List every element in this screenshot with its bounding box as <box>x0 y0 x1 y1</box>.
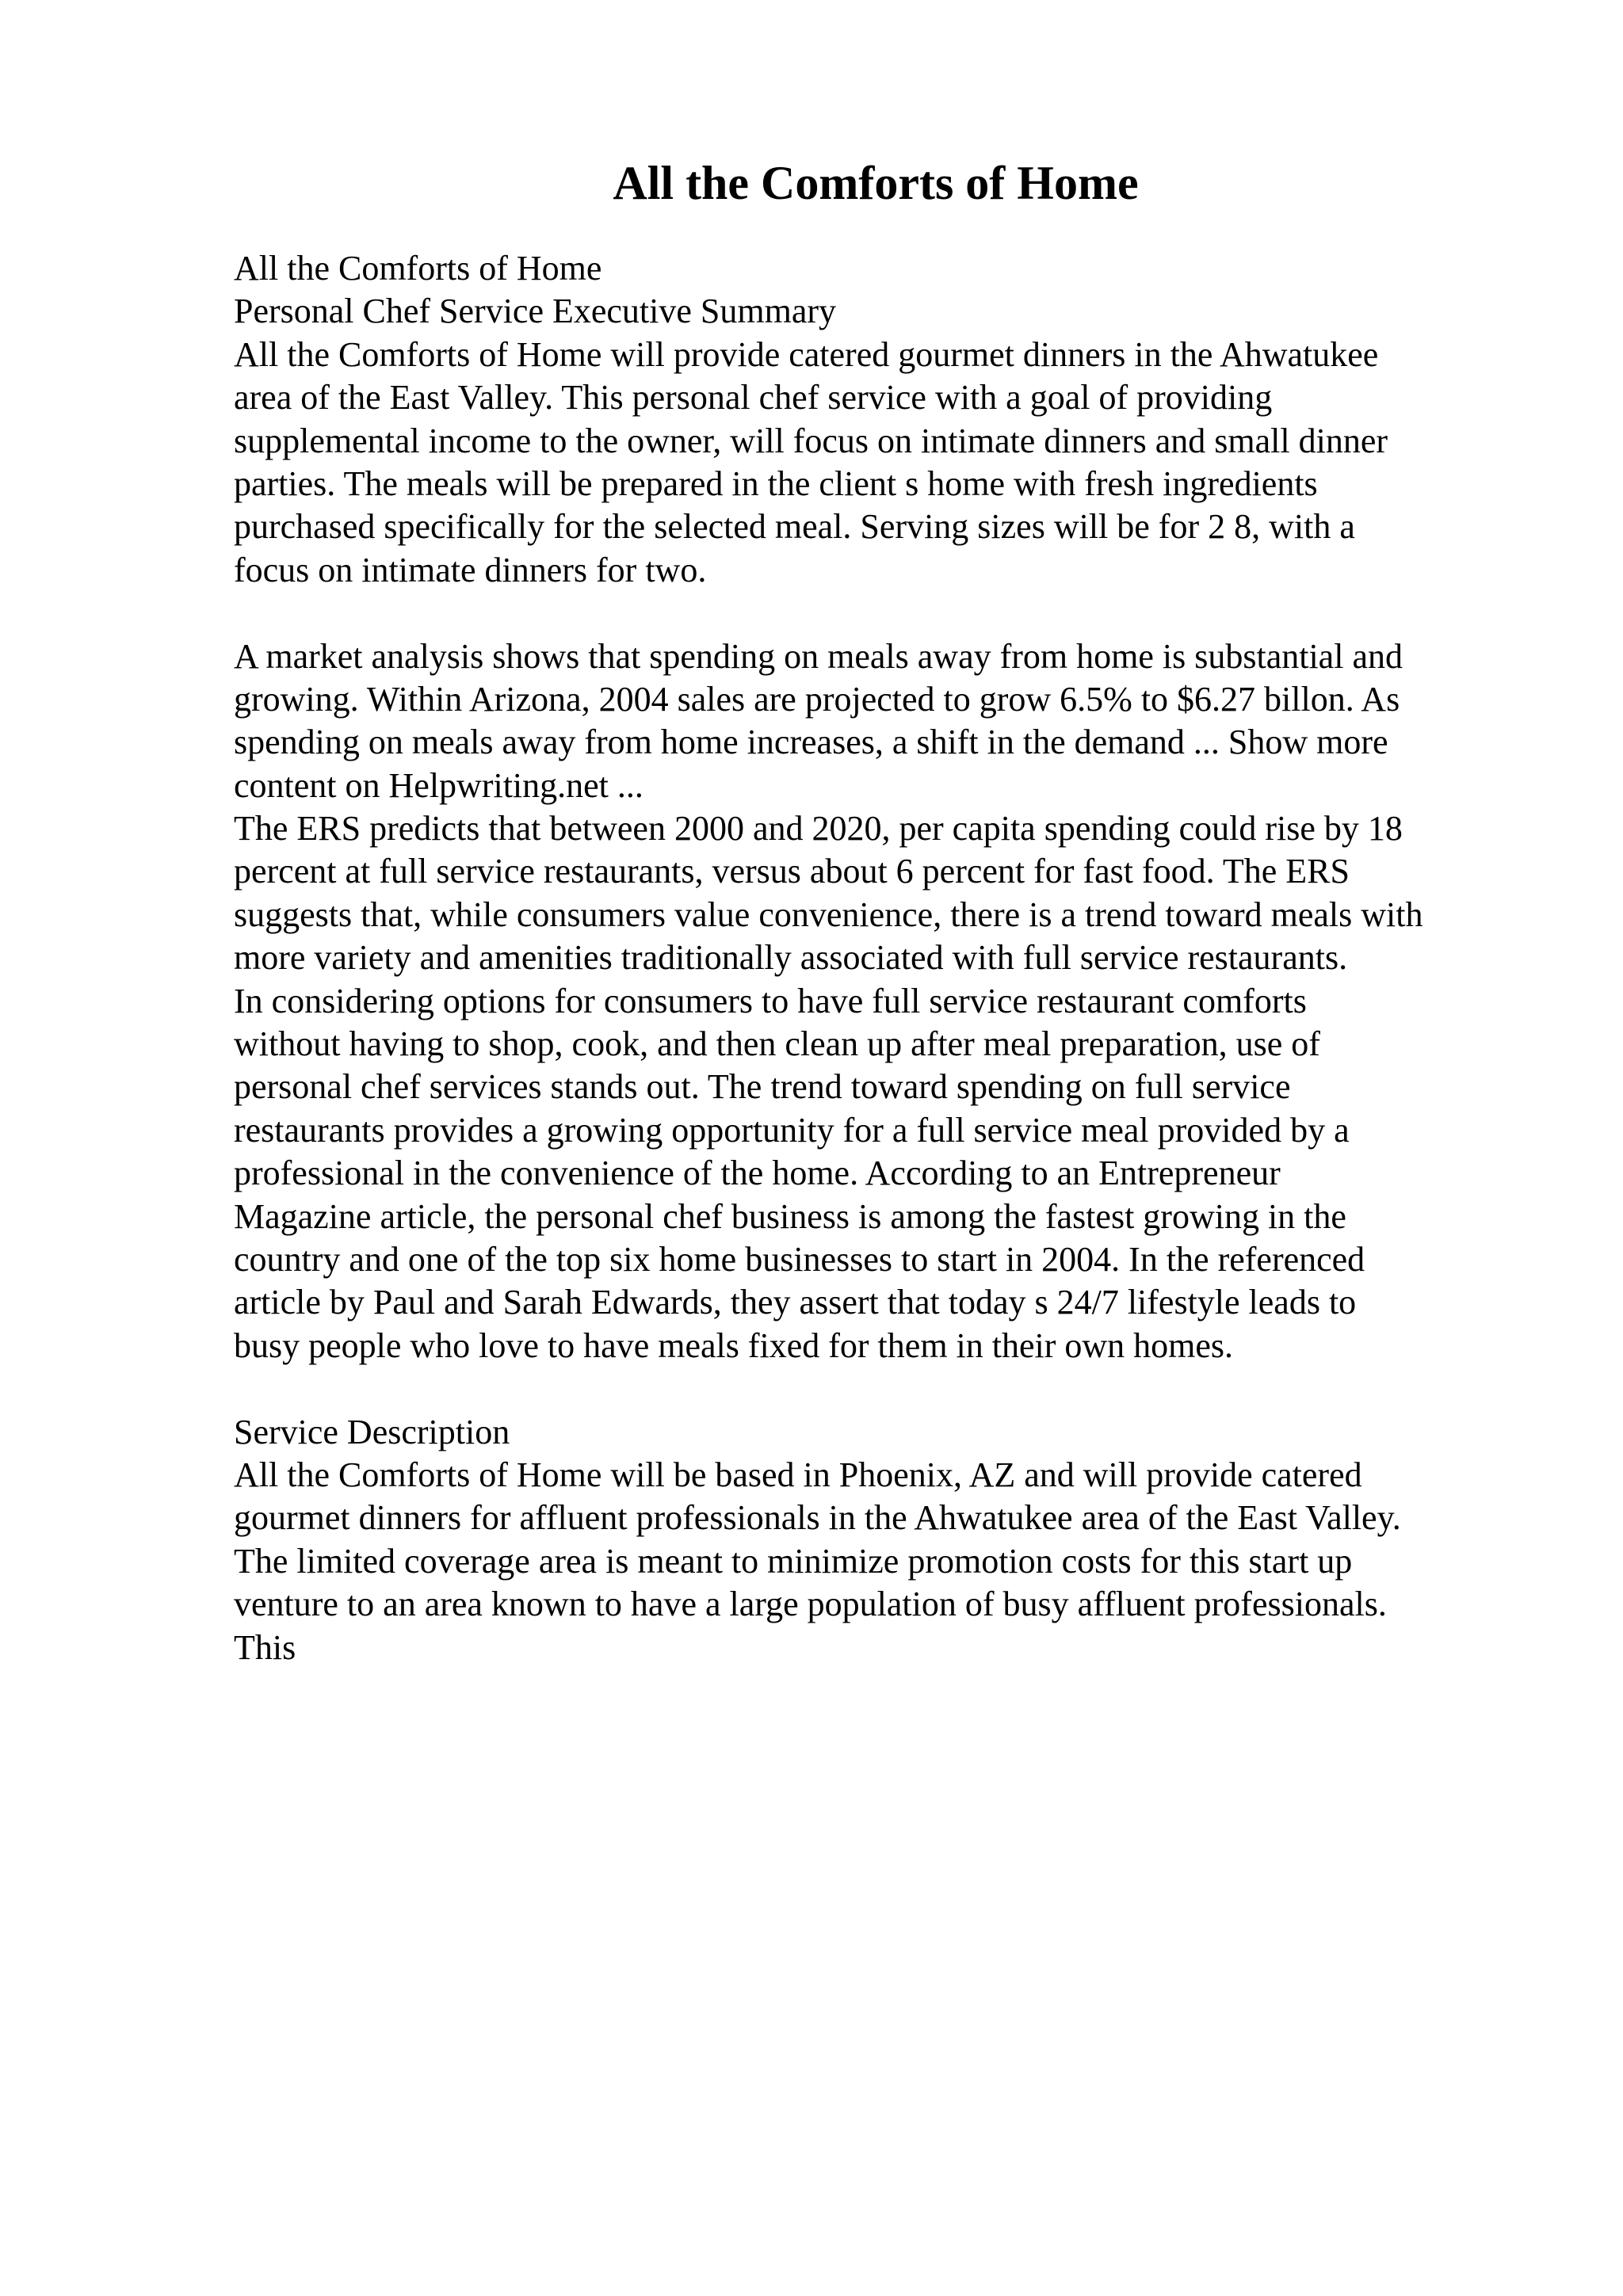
body-line: professional in the convenience of the home. According to an Entrepreneur <box>234 1154 1281 1193</box>
body-line: growing. Within Arizona, 2004 sales are projected to grow 6.5% to $6.27 billon. As <box>234 679 1400 719</box>
body-line: personal chef services stands out. The trend toward spending on full service <box>234 1067 1291 1107</box>
body-line: busy people who love to have meals fixed for them in their own homes. <box>234 1325 1234 1365</box>
body-line: percent at full service restaurants, versus about 6 percent for fast food. The ERS <box>234 852 1350 891</box>
section-heading-service-description: Service Description <box>234 1412 510 1451</box>
body-line: This <box>234 1627 296 1667</box>
body-line: area of the East Valley. This personal chef service with a goal of providing <box>234 378 1273 418</box>
body-line: gourmet dinners for affluent professionals in the Ahwatukee area of the East Valley. <box>234 1498 1401 1538</box>
body-line: spending on meals away from home increases, a shift in the demand ... Show more <box>234 723 1388 762</box>
document-body <box>234 247 1518 1669</box>
body-line: restaurants provides a growing opportunity for a full service meal provided by a <box>234 1110 1350 1150</box>
body-line: A market analysis shows that spending on meals away from home is substantial and <box>234 636 1403 676</box>
body-line: The limited coverage area is meant to minimize promotion costs for this start up <box>234 1541 1353 1581</box>
body-line: The ERS predicts that between 2000 and 2020, per capita spending could rise by 18 <box>234 809 1403 849</box>
body-line: focus on intimate dinners for two. <box>234 550 707 589</box>
body-line: purchased specifically for the selected meal. Serving sizes will be for 2 8, with a <box>234 507 1355 547</box>
body-line: supplemental income to the owner, will focus on intimate dinners and small dinner <box>234 421 1388 460</box>
paragraph-break <box>234 1367 1518 1410</box>
body-line: All the Comforts of Home <box>234 249 602 288</box>
body-line: more variety and amenities traditionally associated with full service restaurants. <box>234 938 1348 978</box>
body-line: All the Comforts of Home will provide catered gourmet dinners in the Ahwatukee <box>234 334 1379 374</box>
body-line: In considering options for consumers to have full service restaurant comforts <box>234 981 1307 1020</box>
document-title: All the Comforts of Home <box>613 157 1139 209</box>
body-line: country and one of the top six home businesses to start in 2004. In the referenced <box>234 1239 1365 1279</box>
body-line: All the Comforts of Home will be based in Phoenix, AZ and will provide catered <box>234 1455 1362 1494</box>
body-line: parties. The meals will be prepared in the client s home with fresh ingredients <box>234 463 1318 503</box>
body-line: venture to an area known to have a large population of busy affluent professionals. <box>234 1585 1387 1624</box>
body-line: article by Paul and Sarah Edwards, they assert that today s 24/7 lifestyle leads to <box>234 1283 1357 1322</box>
body-line: suggests that, while consumers value convenience, there is a trend toward meals with <box>234 894 1423 934</box>
body-line: Personal Chef Service Executive Summary <box>234 292 837 331</box>
body-line: content on Helpwriting.net ... <box>234 765 643 805</box>
body-line: without having to shop, cook, and then clean up after meal preparation, use of <box>234 1024 1320 1064</box>
body-line: Magazine article, the personal chef business is among the fastest growing in the <box>234 1196 1346 1236</box>
paragraph-break <box>234 592 1518 635</box>
